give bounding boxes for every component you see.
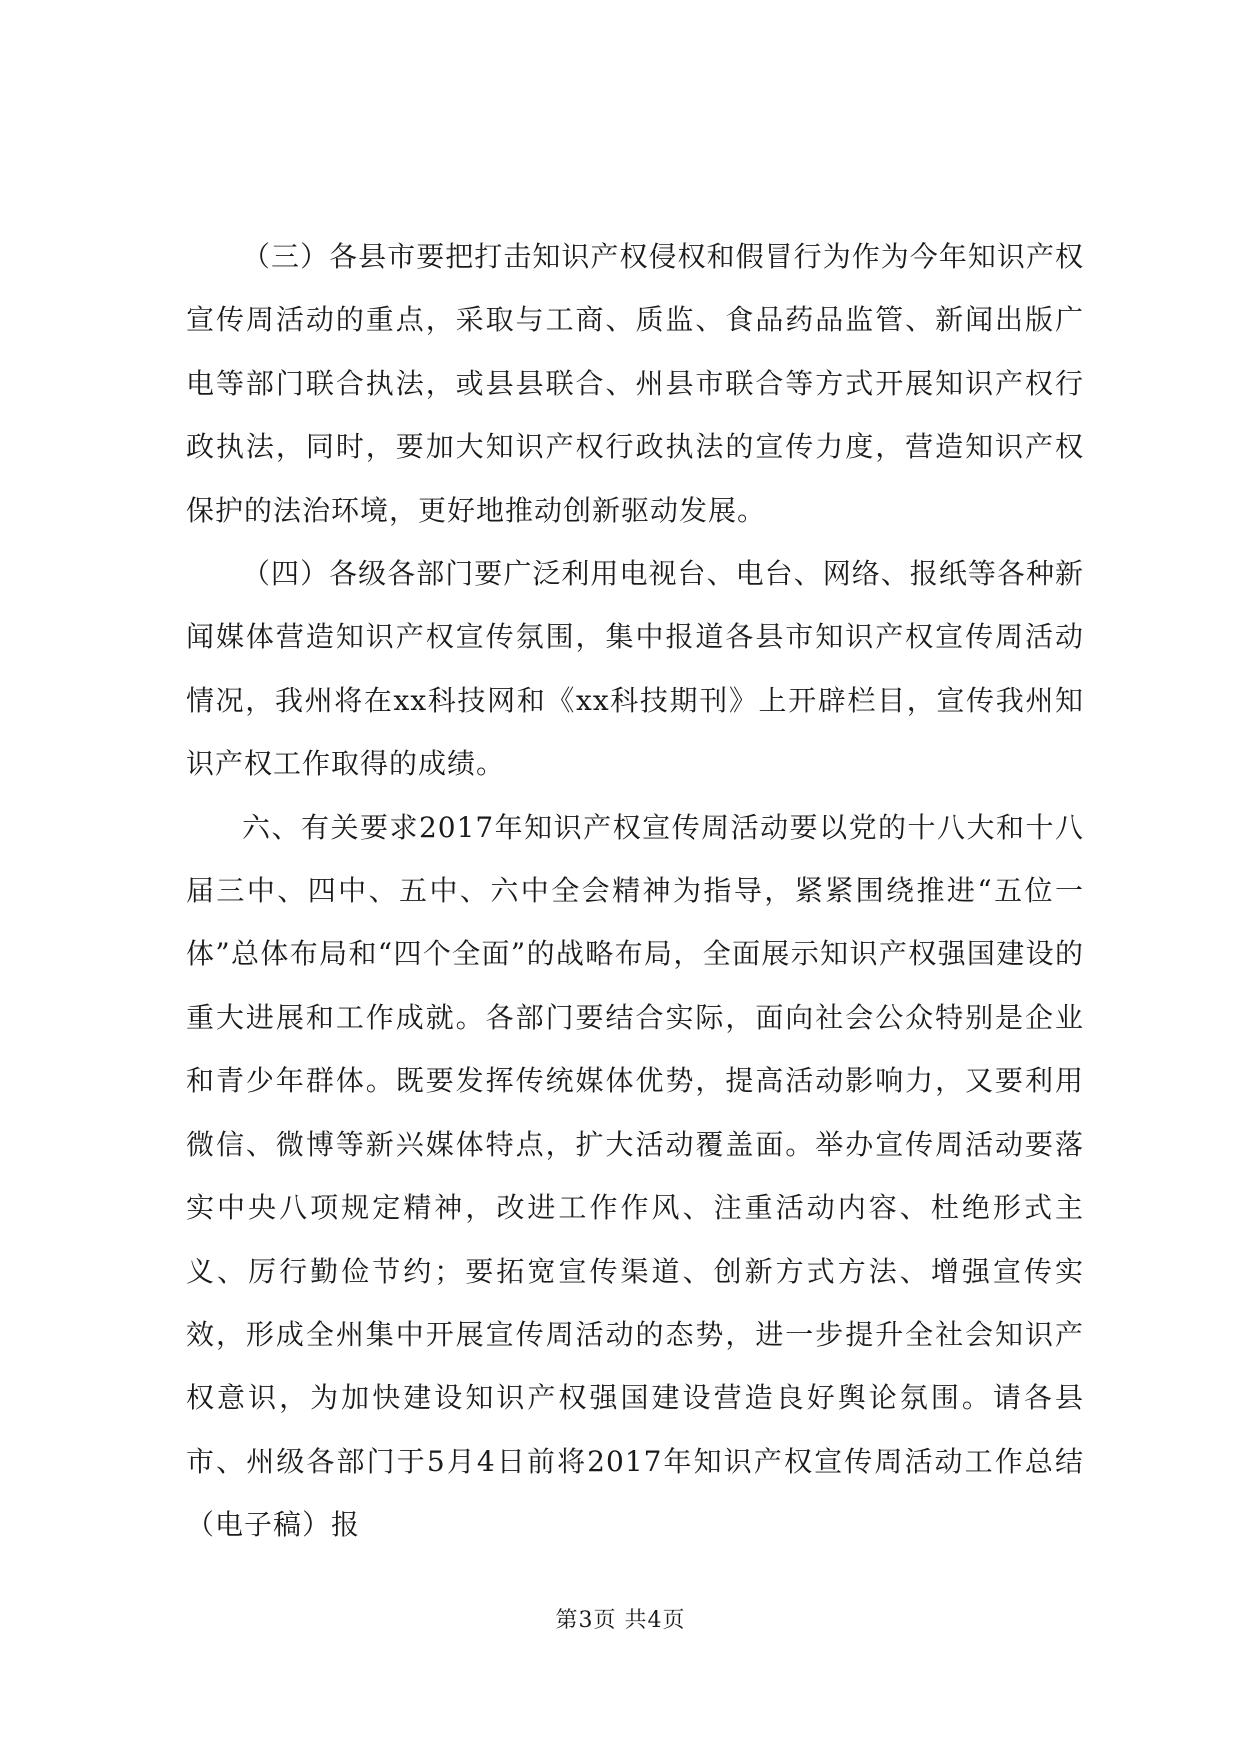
- document-body: [186, 225, 1084, 1557]
- paragraph-section-3: （三）各县市要把打击知识产权侵权和假冒行为作为今年知识产权宣传周活动的重点，采取与工商、质监、食品药品监管、新闻出版广电等部门联合执法，或县县联合、州县市联合等方式开展知识产权行政执法，同时，要加大知识产权行政执法的宣传力度，营造知识产权保护的法治环境，更好地推动创新驱动发展。: [186, 240, 1084, 527]
- page-footer: 第3页 共4页: [555, 1608, 686, 1633]
- paragraph-requirements: 六、有关要求2017年知识产权宣传周活动要以党的十八大和十八届三中、四中、五中、六中全会精神为指导，紧紧围绕推进“五位一体”总体布局和“四个全面”的战略布局，全面展示知识产权强国建设的重大进展和工作成就。各部门要结合实际，面向社会公众特别是企业和青少年群体。既要发挥传统媒体优势，提高活动影响力，又要利用微信、微博等新兴媒体特点，扩大活动覆盖面。举办宣传周活动要落实中央八项规定精神，改进工作作风、注重活动内容、杜绝形式主义、厉行勤俭节约；要拓宽宣传渠道、创新方式方法、增强宣传实效，形成全州集中开展宣传周活动的态势，进一步提升全社会知识产权意识，为加快建设知识产权强国建设营造良好舆论氛围。请各县市、州级各部门于5月4日前将2017年知识产权宣传周活动工作总结（电子稿）报: [186, 810, 1084, 1542]
- paragraph-section-4: （四）各级各部门要广泛利用电视台、电台、网络、报纸等各种新闻媒体营造知识产权宣传氛围，集中报道各县市知识产权宣传周活动情况，我州将在xx科技网和《xx科技期刊》上开辟栏目，宣传我州知识产权工作取得的成绩。: [186, 557, 1084, 781]
